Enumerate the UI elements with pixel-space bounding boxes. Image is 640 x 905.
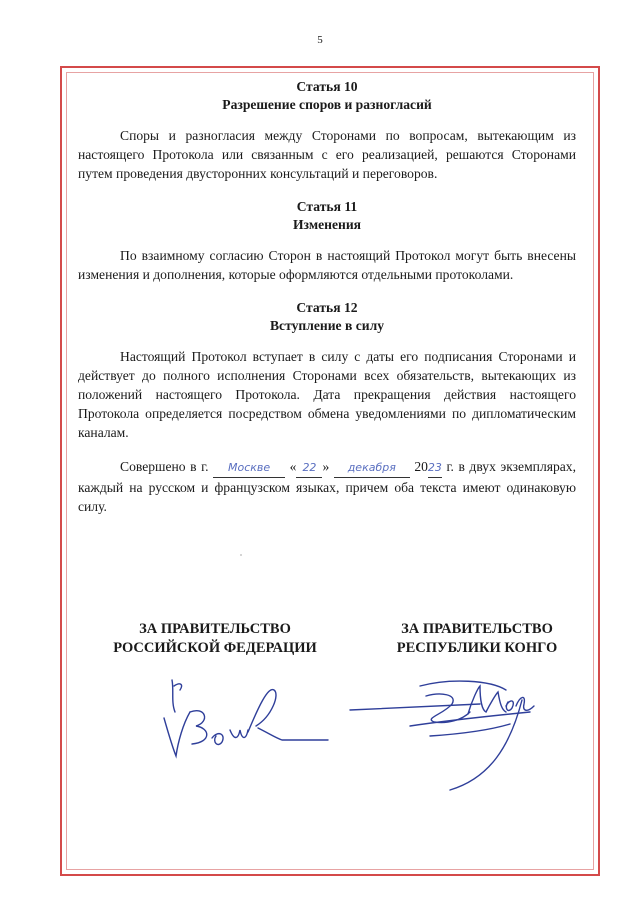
done-at-clause <box>78 457 576 516</box>
done-prefix: Совершено в г. <box>120 459 209 474</box>
signatory-line: РОССИЙСКОЙ ФЕДЕРАЦИИ <box>113 640 317 656</box>
city-handwritten: Москве <box>213 458 285 478</box>
article-10 <box>78 78 576 183</box>
article-title: Разрешение споров и разногласий <box>222 97 432 112</box>
speck <box>240 554 242 556</box>
article-number: Статья 11 <box>296 199 358 214</box>
signatory-line: РЕСПУБЛИКИ КОНГО <box>396 640 558 656</box>
signatory-russia <box>100 620 330 658</box>
article-12 <box>78 299 576 442</box>
article-number: Статья 12 <box>296 300 358 315</box>
day-handwritten: 22 <box>296 458 322 478</box>
quote-open: « <box>289 459 297 474</box>
signature-congo <box>340 666 540 796</box>
article-text: Споры и разногласия между Сторонами по вопросам, вытекающим из настоящего Протокола или связанным с его реализацией, решаются Сторонами путем проведения двусторонних консультаций и переговоров. <box>78 128 576 181</box>
signatory-line: ЗА ПРАВИТЕЛЬСТВО <box>139 621 291 637</box>
signatory-line: ЗА ПРАВИТЕЛЬСТВО <box>401 621 553 637</box>
article-11 <box>78 198 576 284</box>
article-title: Вступление в силу <box>269 318 384 333</box>
done-suffix: г. в двух экземплярах, каждый на русском и французском языках, причем оба текста имеют одинаковую силу. <box>78 459 577 514</box>
year-prefix: 20 <box>414 459 428 474</box>
signatory-congo <box>372 620 582 658</box>
article-text: Настоящий Протокол вступает в силу с даты его подписания Сторонами и действует до полного исполнения Сторонами всех обязательств, вытекающих из положений настоящего Протокола. Дата прекращения действия настоящего Протокола определяется посредством обмена уведомлениями по дипломатическим каналам. <box>78 349 576 440</box>
signature-russia <box>150 672 330 762</box>
article-number: Статья 10 <box>296 79 358 94</box>
year-handwritten: 23 <box>428 458 442 478</box>
page-number: 5 <box>317 34 323 46</box>
article-title: Изменения <box>292 217 362 232</box>
quote-close: » <box>322 459 330 474</box>
document-body <box>78 78 576 516</box>
month-handwritten: декабря <box>334 458 410 478</box>
article-text: По взаимному согласию Сторон в настоящий Протокол могут быть внесены изменения и дополнения, которые оформляются отдельными протоколами. <box>78 248 576 282</box>
